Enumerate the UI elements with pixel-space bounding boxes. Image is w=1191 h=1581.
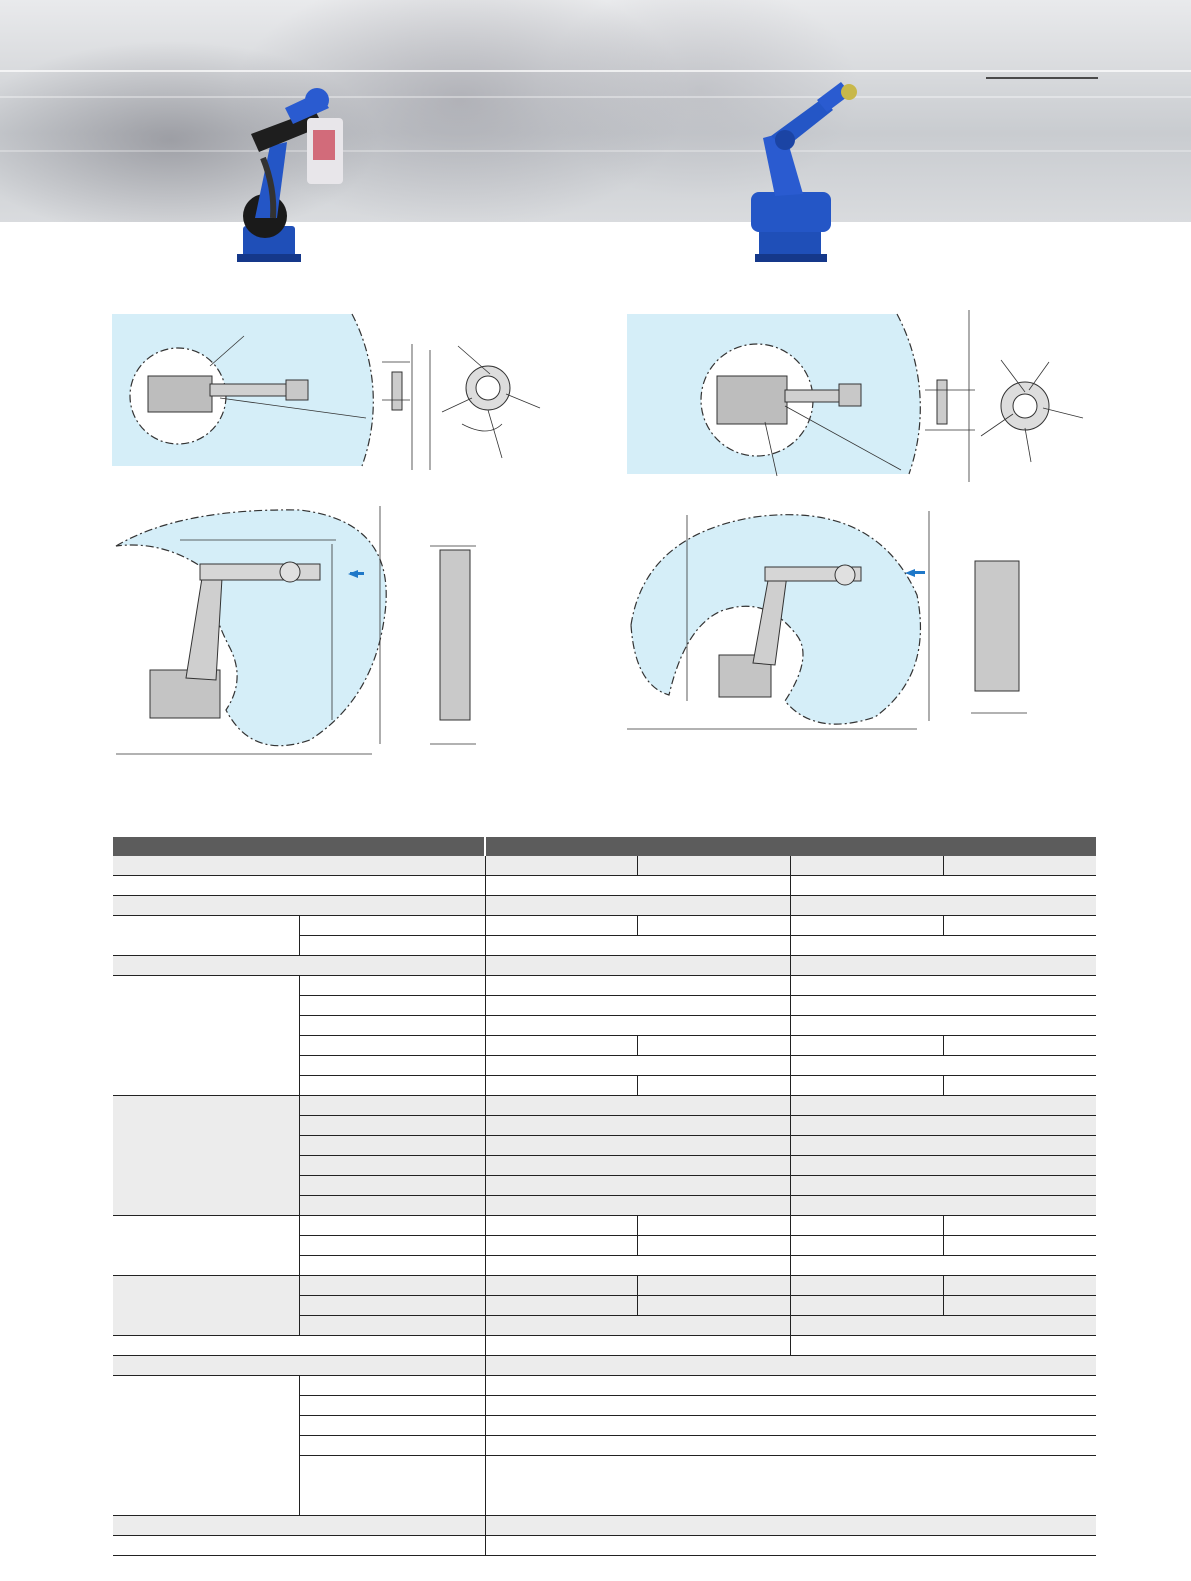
table-row (113, 1356, 1096, 1376)
table-row (113, 1536, 1096, 1556)
specification-table (113, 837, 1096, 1556)
table-row (113, 956, 1096, 976)
top-view-drawing-left (110, 310, 550, 478)
side-view-drawing-left (110, 500, 510, 762)
table-row (113, 896, 1096, 916)
header-rule (986, 77, 1098, 79)
table-row (113, 876, 1096, 896)
table-row (113, 916, 1096, 936)
top-view-drawing-right (625, 310, 1087, 482)
table-row (113, 976, 1096, 996)
header-banner (0, 0, 1191, 222)
table-header-row (113, 837, 1096, 856)
side-view-drawing-right (625, 505, 1045, 737)
table-row (113, 1276, 1096, 1296)
table-row (113, 856, 1096, 876)
table-row (113, 1376, 1096, 1396)
robot-photo-left (215, 78, 355, 264)
table-row (113, 1216, 1096, 1236)
table-row (113, 1096, 1096, 1116)
table-row (113, 1336, 1096, 1356)
robot-photo-right (745, 76, 865, 264)
table-row (113, 1516, 1096, 1536)
